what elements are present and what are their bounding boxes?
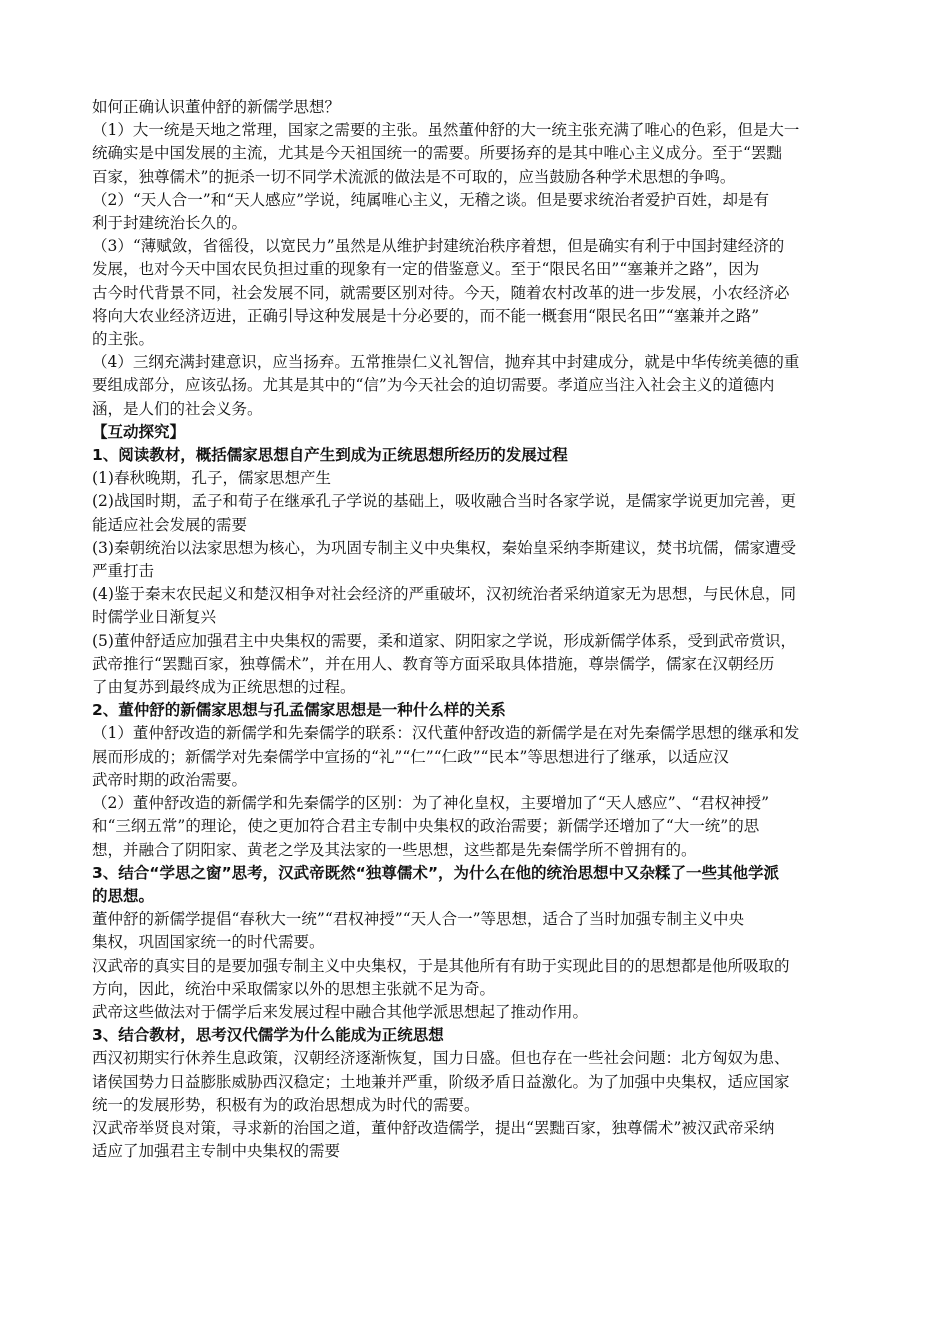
- text-line: (5)董仲舒适应加强君主中央集权的需要，柔和道家、阴阳家之学说，形成新儒学体系，受到武帝赏识，: [92, 631, 796, 650]
- text-line: 要组成部分，应该弘扬。尤其是其中的“信”为今天社会的迫切需要。孝道应当注入社会主义的道德内: [92, 376, 775, 395]
- text-line: 武帝时期的政治需要。: [92, 770, 248, 789]
- text-line: （1）大一统是天地之常理，国家之需要的主张。虽然董仲舒的大一统主张充满了唯心的色彩，但是大一: [92, 121, 800, 140]
- text-line: 利于封建统治长久的。: [92, 214, 248, 233]
- text-line: 武帝这些做法对于儒学后来发展过程中融合其他学派思想起了推动作用。: [92, 1002, 589, 1021]
- text-line: （2）董仲舒改造的新儒学和先秦儒学的区别：为了神化皇权，主要增加了“天人感应”、“君权神授”: [92, 794, 770, 813]
- text-line: （3）“薄赋敛，省徭役，以宽民力”虽然是从维护封建统治秩序着想，但是确实有利于中国封建经济的: [92, 237, 785, 256]
- section-heading-line: 2、董仲舒的新儒家思想与孔孟儒家思想是一种什么样的关系: [92, 701, 506, 720]
- text-line: 统一的发展形势，积极有为的政治思想成为时代的需要。: [92, 1095, 480, 1114]
- text-line: 诸侯国势力日益膨胀威胁西汉稳定；土地兼并严重，阶级矛盾日益激化。为了加强中央集权，适应国家: [92, 1072, 790, 1091]
- text-line: 将向大农业经济迈进，正确引导这种发展是十分必要的，而不能一概套用“限民名田”“塞兼并之路”: [92, 306, 760, 325]
- text-line: 董仲舒的新儒学提倡“春秋大一统”“君权神授”“天人合一”等思想，适合了当时加强专制主义中央: [92, 910, 745, 929]
- text-line: （4）三纲充满封建意识，应当扬弃。五常推崇仁义礼智信，抛弃其中封建成分，就是中华传统美德的重: [92, 353, 800, 372]
- text-line: (4)鉴于秦末农民起义和楚汉相争对社会经济的严重破坏，汉初统治者采纳道家无为思想，与民休息，同: [92, 585, 796, 604]
- section-heading-line: 的思想。: [92, 886, 155, 905]
- section-heading-line: 1、阅读教材，概括儒家思想自产生到成为正统思想所经历的发展过程: [92, 446, 568, 465]
- text-line: (2)战国时期，孟子和荀子在继承孔子学说的基础上，吸收融合当时各家学说，是儒家学说更加完善，更: [92, 492, 796, 511]
- text-line: 时儒学业日渐复兴: [92, 608, 217, 627]
- section-heading-line: 3、结合“学思之窗”思考，汉武帝既然“独尊儒术”，为什么在他的统治思想中又杂糅了一些其他学派: [92, 863, 780, 882]
- document-body: [92, 96, 864, 1163]
- text-line: 想，并融合了阴阳家、黄老之学及其法家的一些思想，这些都是先秦儒学所不曾拥有的。: [92, 840, 697, 859]
- text-line: 武帝推行“罢黜百家，独尊儒术”，并在用人、教育等方面采取具体措施，尊崇儒学，儒家在汉朝经历: [92, 654, 775, 673]
- text-line: 古今时代背景不同，社会发展不同，就需要区别对待。今天，随着农村改革的进一步发展，小农经济必: [92, 283, 790, 302]
- text-line: 如何正确认识董仲舒的新儒学思想？: [92, 98, 341, 116]
- text-line: 统确实是中国发展的主流，尤其是今天祖国统一的需要。所要扬弃的是其中唯心主义成分。至于“罢黜: [92, 144, 782, 163]
- text-line: 汉武帝举贤良对策，寻求新的治国之道，董仲舒改造儒学，提出“罢黜百家，独尊儒术”被汉武帝采纳: [92, 1118, 775, 1137]
- text-line: 百家，独尊儒术”的扼杀一切不同学术流派的做法是不可取的，应当鼓励各种学术思想的争鸣。: [92, 167, 736, 186]
- text-line: （1）董仲舒改造的新儒学和先秦儒学的联系：汉代董仲舒改造的新儒学是在对先秦儒学思想的继承和发: [92, 724, 800, 743]
- text-line: (1)春秋晚期，孔子，儒家思想产生: [92, 469, 331, 488]
- text-line: 方向，因此，统治中采取儒家以外的思想主张就不足为奇。: [92, 979, 496, 998]
- text-line: 能适应社会发展的需要: [92, 515, 248, 534]
- text-line: （2）“天人合一”和“天人感应”学说，纯属唯心主义，无稽之谈。但是要求统治者爱护百姓，却是有: [92, 190, 770, 209]
- text-line: 展而形成的；新儒学对先秦儒学中宣扬的“礼”“仁”“仁政”“民本”等思想进行了继承，以适应汉: [92, 747, 729, 766]
- text-line: 和“三纲五常”的理论，使之更加符合君主专制中央集权的政治需要；新儒学还增加了“大一统”的思: [92, 817, 760, 836]
- text-line: 汉武帝的真实目的是要加强专制主义中央集权，于是其他所有有助于实现此目的的思想都是他所吸取的: [92, 956, 790, 975]
- text-line: 了由复苏到最终成为正统思想的过程。: [92, 678, 356, 697]
- text-line: 涵，是人们的社会义务。: [92, 399, 263, 418]
- text-line: 发展，也对今天中国农民负担过重的现象有一定的借鉴意义。至于“限民名田”“塞兼并之路”，因为: [92, 260, 760, 279]
- section-heading-line: 3、结合教材，思考汉代儒学为什么能成为正统思想: [92, 1026, 444, 1045]
- text-line: 的主张。: [92, 330, 155, 349]
- text-line: 适应了加强君主专制中央集权的需要: [92, 1142, 341, 1161]
- text-line: 集权，巩固国家统一的时代需要。: [92, 933, 325, 952]
- text-line: 西汉初期实行休养生息政策，汉朝经济逐渐恢复，国力日盛。但也存在一些社会问题：北方匈奴为患、: [92, 1049, 790, 1068]
- section-heading-line: 【互动探究】: [92, 422, 186, 441]
- text-line: (3)秦朝统治以法家思想为核心，为巩固专制主义中央集权，秦始皇采纳李斯建议，焚书坑儒，儒家遭受: [92, 538, 796, 557]
- text-line: 严重打击: [92, 562, 155, 581]
